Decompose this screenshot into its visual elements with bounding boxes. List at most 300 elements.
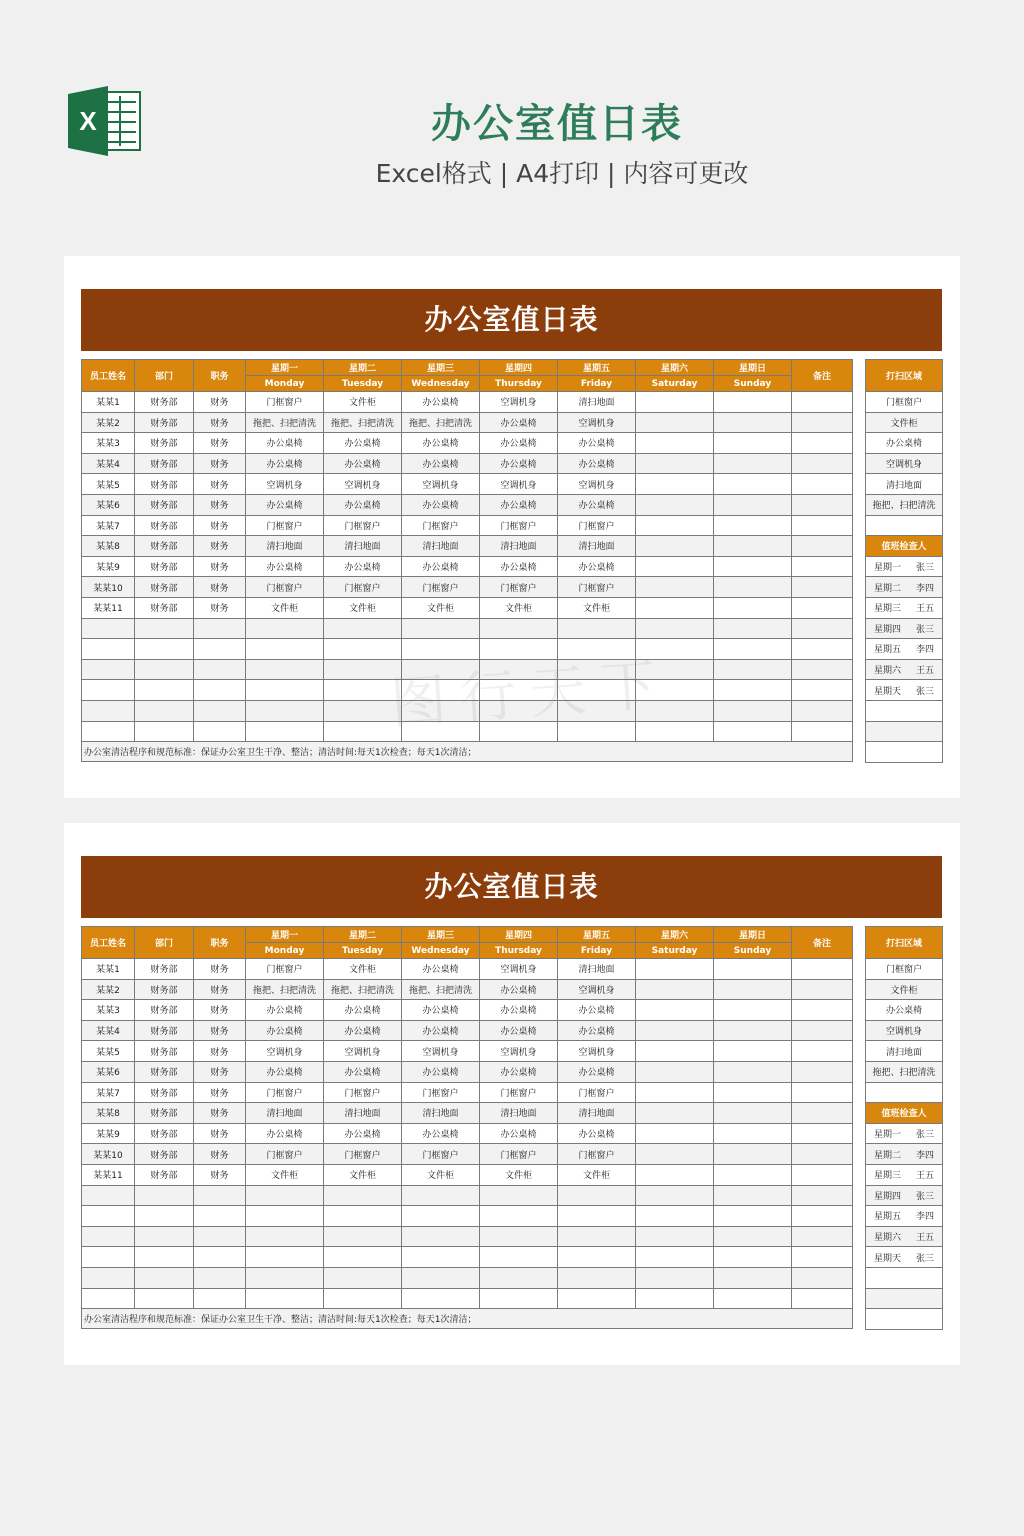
cell-dept: 财务部 [135, 474, 194, 495]
cell-duty: 门框窗户 [558, 1082, 636, 1103]
area-item: 门框窗户 [866, 392, 943, 413]
cell-duty [714, 515, 792, 536]
inspector-day: 星期二 [874, 1150, 902, 1161]
cell-empty [402, 1185, 480, 1206]
area-header: 打扫区域 [866, 360, 943, 392]
cell-duty [636, 979, 714, 1000]
cell-duty: 空调机身 [324, 474, 402, 495]
cell-duty: 办公桌椅 [324, 1123, 402, 1144]
table-row [82, 474, 853, 495]
side-empty-cell [866, 1267, 943, 1288]
cell-dept: 财务部 [135, 1123, 194, 1144]
cell-empty [324, 639, 402, 660]
cell-duty [714, 474, 792, 495]
inspector-item [866, 639, 943, 660]
cell-empty [636, 721, 714, 742]
cell-duty [636, 1082, 714, 1103]
inspector-item [866, 1123, 943, 1144]
cell-duty [714, 1041, 792, 1062]
cell-empty [402, 618, 480, 639]
inspector-item [866, 1144, 943, 1165]
inspector-item [866, 618, 943, 639]
cell-duty [714, 597, 792, 618]
cell-role: 财务 [194, 597, 246, 618]
cell-duty: 文件柜 [324, 959, 402, 980]
cell-remark [792, 1082, 853, 1103]
cell-empty [82, 680, 135, 701]
cell-duty: 清扫地面 [324, 1103, 402, 1124]
col-header-role: 职务 [194, 927, 246, 959]
cell-empty [714, 1185, 792, 1206]
cell-duty: 办公桌椅 [480, 412, 558, 433]
cell-remark [792, 412, 853, 433]
table-row [82, 1144, 853, 1165]
cell-empty [636, 1267, 714, 1288]
inspector-name: 张三 [915, 1191, 934, 1202]
cell-duty: 清扫地面 [246, 1103, 324, 1124]
cell-duty: 门框窗户 [480, 577, 558, 598]
sheet-preview-2 [64, 823, 960, 1365]
cell-dept: 财务部 [135, 556, 194, 577]
col-header-day-cn: 星期一 [246, 360, 324, 376]
inspector-name: 王五 [915, 1233, 934, 1244]
cell-dept: 财务部 [135, 577, 194, 598]
col-header-day-cn: 星期五 [558, 360, 636, 376]
cell-duty: 文件柜 [324, 597, 402, 618]
cell-empty [135, 1267, 194, 1288]
side-empty-cell [866, 700, 943, 721]
cell-dept: 财务部 [135, 515, 194, 536]
side-table [865, 359, 943, 763]
cell-empty [135, 1247, 194, 1268]
cell-duty: 门框窗户 [246, 959, 324, 980]
cell-role: 财务 [194, 1103, 246, 1124]
col-header-day-en: Friday [558, 376, 636, 392]
cell-role: 财务 [194, 453, 246, 474]
cell-duty [636, 494, 714, 515]
col-header-day-en: Thursday [480, 376, 558, 392]
table-row-empty [82, 1288, 853, 1309]
page-subtitle: Excel格式 | A4打印 | 内容可更改 [375, 159, 749, 188]
cell-empty [636, 1288, 714, 1309]
inspector-item [866, 1164, 943, 1185]
cell-duty: 办公桌椅 [480, 453, 558, 474]
cell-duty: 办公桌椅 [558, 1123, 636, 1144]
cell-remark [792, 959, 853, 980]
cell-empty [194, 700, 246, 721]
cell-empty [480, 618, 558, 639]
cell-remark [792, 536, 853, 557]
col-header-day-cn: 星期日 [714, 360, 792, 376]
cell-duty: 清扫地面 [480, 536, 558, 557]
cell-duty [714, 433, 792, 454]
cell-duty: 空调机身 [558, 412, 636, 433]
cell-duty: 办公桌椅 [480, 1020, 558, 1041]
cell-duty: 拖把、扫把清洗 [246, 979, 324, 1000]
cell-empty [792, 1185, 853, 1206]
cell-empty [194, 1267, 246, 1288]
cell-duty: 办公桌椅 [480, 1123, 558, 1144]
cell-duty: 门框窗户 [246, 392, 324, 413]
area-item: 门框窗户 [866, 959, 943, 980]
cell-duty: 办公桌椅 [246, 453, 324, 474]
cell-duty: 办公桌椅 [558, 494, 636, 515]
cell-empty [246, 659, 324, 680]
cell-duty: 办公桌椅 [402, 1020, 480, 1041]
cell-duty: 空调机身 [402, 474, 480, 495]
inspector-name: 张三 [915, 1130, 934, 1141]
cell-empty [558, 1206, 636, 1227]
cell-duty: 门框窗户 [402, 1082, 480, 1103]
cell-empty [480, 1206, 558, 1227]
col-header-day-cn: 星期日 [714, 927, 792, 943]
cell-empty [82, 1288, 135, 1309]
cell-duty: 清扫地面 [558, 536, 636, 557]
cell-duty: 清扫地面 [402, 536, 480, 557]
cell-name: 某某3 [82, 433, 135, 454]
cell-duty [636, 556, 714, 577]
cell-duty: 办公桌椅 [402, 453, 480, 474]
inspector-item [866, 577, 943, 598]
inspector-item [866, 556, 943, 577]
col-header-day-en: Saturday [636, 943, 714, 959]
inspector-name: 张三 [915, 563, 934, 574]
cell-duty [714, 577, 792, 598]
cell-empty [480, 1185, 558, 1206]
cell-duty: 办公桌椅 [558, 453, 636, 474]
cell-duty [714, 536, 792, 557]
table-row [82, 577, 853, 598]
cell-remark [792, 1020, 853, 1041]
cell-duty: 办公桌椅 [402, 1061, 480, 1082]
cell-role: 财务 [194, 474, 246, 495]
table-row [82, 515, 853, 536]
cell-empty [636, 1247, 714, 1268]
cell-empty [792, 1267, 853, 1288]
table-row-empty [82, 1247, 853, 1268]
cell-empty [194, 659, 246, 680]
cell-duty [636, 453, 714, 474]
cell-empty [714, 1247, 792, 1268]
cell-duty: 清扫地面 [558, 1103, 636, 1124]
cell-name: 某某6 [82, 494, 135, 515]
inspector-name: 李四 [915, 645, 934, 656]
table-row [82, 392, 853, 413]
cell-duty [636, 1103, 714, 1124]
cell-empty [792, 721, 853, 742]
cell-duty [636, 392, 714, 413]
cell-duty [714, 556, 792, 577]
cell-duty [636, 577, 714, 598]
cell-duty: 文件柜 [480, 1164, 558, 1185]
table-row [82, 597, 853, 618]
cell-empty [792, 618, 853, 639]
table-row [82, 1164, 853, 1185]
cell-duty: 拖把、扫把清洗 [402, 979, 480, 1000]
side-table [865, 926, 943, 1330]
cell-duty [714, 1000, 792, 1021]
cell-duty [636, 1164, 714, 1185]
cell-duty: 清扫地面 [558, 392, 636, 413]
cell-duty [636, 515, 714, 536]
cell-name: 某某10 [82, 577, 135, 598]
table-row-empty [82, 1185, 853, 1206]
col-header-day-en: Saturday [636, 376, 714, 392]
cell-duty: 空调机身 [480, 474, 558, 495]
cell-empty [246, 639, 324, 660]
cell-duty [636, 1020, 714, 1041]
cell-empty [246, 700, 324, 721]
cell-name: 某某9 [82, 1123, 135, 1144]
cell-empty [135, 1185, 194, 1206]
table-row [82, 979, 853, 1000]
area-item: 办公桌椅 [866, 1000, 943, 1021]
table-row [82, 1082, 853, 1103]
side-empty-cell [866, 1309, 943, 1330]
cell-name: 某某11 [82, 1164, 135, 1185]
col-header-name: 员工姓名 [82, 927, 135, 959]
sheet-title: 办公室值日表 [81, 856, 942, 918]
cell-empty [246, 1226, 324, 1247]
inspector-name: 李四 [915, 1212, 934, 1223]
col-header-day-en: Tuesday [324, 376, 402, 392]
cell-empty [402, 1206, 480, 1227]
cell-duty: 办公桌椅 [246, 494, 324, 515]
col-header-name: 员工姓名 [82, 360, 135, 392]
cell-empty [246, 1288, 324, 1309]
table-row [82, 1020, 853, 1041]
cell-empty [402, 1247, 480, 1268]
cell-empty [135, 659, 194, 680]
cell-duty: 办公桌椅 [480, 1061, 558, 1082]
cell-empty [792, 1226, 853, 1247]
cell-duty: 门框窗户 [402, 515, 480, 536]
cell-empty [792, 1206, 853, 1227]
cell-duty: 空调机身 [480, 959, 558, 980]
cell-empty [480, 1247, 558, 1268]
cell-duty: 办公桌椅 [558, 556, 636, 577]
area-item: 空调机身 [866, 1020, 943, 1041]
cell-role: 财务 [194, 1061, 246, 1082]
cell-duty: 清扫地面 [324, 536, 402, 557]
inspector-item [866, 597, 943, 618]
cell-role: 财务 [194, 1041, 246, 1062]
cell-duty [636, 597, 714, 618]
cell-empty [558, 1247, 636, 1268]
table-row [82, 556, 853, 577]
cell-duty: 办公桌椅 [558, 433, 636, 454]
cell-dept: 财务部 [135, 433, 194, 454]
cell-empty [480, 1226, 558, 1247]
cell-name: 某某5 [82, 474, 135, 495]
cell-duty: 办公桌椅 [324, 1061, 402, 1082]
cell-remark [792, 1123, 853, 1144]
duty-table [81, 926, 853, 1329]
col-header-day-cn: 星期三 [402, 927, 480, 943]
cell-empty [714, 1288, 792, 1309]
cell-empty [82, 700, 135, 721]
cell-remark [792, 577, 853, 598]
col-header-remark: 备注 [792, 360, 853, 392]
inspector-name: 李四 [915, 1150, 934, 1161]
cell-empty [792, 659, 853, 680]
cell-dept: 财务部 [135, 1041, 194, 1062]
cell-role: 财务 [194, 412, 246, 433]
cell-empty [82, 1185, 135, 1206]
cell-dept: 财务部 [135, 453, 194, 474]
cell-duty: 空调机身 [246, 474, 324, 495]
cell-duty: 门框窗户 [324, 1144, 402, 1165]
cell-duty: 门框窗户 [324, 515, 402, 536]
cell-empty [714, 618, 792, 639]
inspector-day: 星期三 [874, 604, 902, 615]
cell-empty [135, 721, 194, 742]
inspector-day: 星期一 [874, 563, 902, 574]
cell-duty: 门框窗户 [246, 515, 324, 536]
cell-empty [792, 1288, 853, 1309]
cell-duty: 办公桌椅 [246, 556, 324, 577]
side-empty-cell [866, 721, 943, 742]
cell-empty [558, 1267, 636, 1288]
cell-role: 财务 [194, 1123, 246, 1144]
cell-duty: 办公桌椅 [402, 433, 480, 454]
cell-duty [714, 392, 792, 413]
cell-dept: 财务部 [135, 979, 194, 1000]
col-header-day-en: Wednesday [402, 376, 480, 392]
cell-duty: 文件柜 [558, 1164, 636, 1185]
cell-empty [714, 700, 792, 721]
inspector-day: 星期五 [874, 1212, 902, 1223]
col-header-day-en: Monday [246, 943, 324, 959]
cell-duty [714, 979, 792, 1000]
cell-empty [82, 1206, 135, 1227]
cell-empty [82, 721, 135, 742]
cell-empty [324, 1226, 402, 1247]
cell-duty: 办公桌椅 [402, 494, 480, 515]
cell-empty [82, 659, 135, 680]
side-empty-cell [866, 1288, 943, 1309]
cell-duty: 清扫地面 [402, 1103, 480, 1124]
cell-duty: 文件柜 [480, 597, 558, 618]
table-row-empty [82, 1206, 853, 1227]
col-header-day-cn: 星期二 [324, 360, 402, 376]
cell-duty: 办公桌椅 [402, 959, 480, 980]
cleaning-standard-note: 办公室清洁程序和规范标准：保证办公室卫生干净、整洁；清洁时间:每天1次检查；每天1次清洁； [82, 1309, 853, 1329]
cell-duty [636, 1041, 714, 1062]
inspector-item [866, 659, 943, 680]
cell-duty [636, 1144, 714, 1165]
cell-remark [792, 597, 853, 618]
cell-duty [636, 959, 714, 980]
cell-empty [714, 680, 792, 701]
cell-duty: 门框窗户 [324, 577, 402, 598]
cell-duty: 空调机身 [480, 1041, 558, 1062]
area-item [866, 1082, 943, 1103]
cell-duty: 办公桌椅 [246, 433, 324, 454]
cell-duty: 办公桌椅 [246, 1123, 324, 1144]
cell-name: 某某8 [82, 1103, 135, 1124]
cell-role: 财务 [194, 979, 246, 1000]
cell-duty [714, 1164, 792, 1185]
table-row [82, 433, 853, 454]
table-row [82, 959, 853, 980]
cell-name: 某某6 [82, 1061, 135, 1082]
cell-empty [636, 1226, 714, 1247]
cell-empty [480, 1288, 558, 1309]
cell-empty [714, 1226, 792, 1247]
cell-duty [714, 1020, 792, 1041]
inspector-name: 张三 [915, 624, 934, 635]
cell-duty: 门框窗户 [246, 1082, 324, 1103]
cell-duty [714, 1123, 792, 1144]
cell-name: 某某10 [82, 1144, 135, 1165]
inspector-day: 星期四 [874, 1191, 902, 1202]
cell-duty: 门框窗户 [558, 515, 636, 536]
col-header-day-cn: 星期三 [402, 360, 480, 376]
cell-duty: 拖把、扫把清洗 [324, 979, 402, 1000]
inspector-item [866, 1226, 943, 1247]
cell-dept: 财务部 [135, 412, 194, 433]
col-header-day-cn: 星期五 [558, 927, 636, 943]
cell-empty [194, 639, 246, 660]
inspector-day: 星期五 [874, 645, 902, 656]
col-header-remark: 备注 [792, 927, 853, 959]
cell-remark [792, 515, 853, 536]
table-row [82, 1041, 853, 1062]
cell-role: 财务 [194, 1000, 246, 1021]
cell-duty [714, 494, 792, 515]
cell-duty: 办公桌椅 [480, 556, 558, 577]
cell-empty [324, 1185, 402, 1206]
cell-dept: 财务部 [135, 597, 194, 618]
cell-remark [792, 433, 853, 454]
inspector-day: 星期天 [874, 1253, 902, 1264]
cell-remark [792, 1164, 853, 1185]
col-header-dept: 部门 [135, 360, 194, 392]
cell-empty [714, 721, 792, 742]
cell-empty [82, 618, 135, 639]
cell-role: 财务 [194, 515, 246, 536]
cell-empty [194, 721, 246, 742]
cell-duty: 门框窗户 [402, 1144, 480, 1165]
cell-name: 某某4 [82, 453, 135, 474]
cell-empty [324, 1206, 402, 1227]
cell-duty [636, 433, 714, 454]
col-header-day-en: Thursday [480, 943, 558, 959]
cell-dept: 财务部 [135, 1144, 194, 1165]
cell-duty: 办公桌椅 [402, 1000, 480, 1021]
cell-name: 某某7 [82, 1082, 135, 1103]
area-header: 打扫区域 [866, 927, 943, 959]
inspector-name: 王五 [915, 1171, 934, 1182]
cell-empty [402, 1226, 480, 1247]
cell-empty [246, 680, 324, 701]
col-header-day-cn: 星期二 [324, 927, 402, 943]
cell-empty [135, 700, 194, 721]
cell-empty [135, 1206, 194, 1227]
col-header-day-en: Wednesday [402, 943, 480, 959]
cell-duty: 门框窗户 [324, 1082, 402, 1103]
cell-name: 某某1 [82, 959, 135, 980]
inspector-day: 星期天 [874, 686, 902, 697]
area-item: 文件柜 [866, 979, 943, 1000]
col-header-day-cn: 星期四 [480, 360, 558, 376]
cell-remark [792, 1000, 853, 1021]
cell-empty [194, 1226, 246, 1247]
cell-duty: 办公桌椅 [324, 556, 402, 577]
cell-empty [194, 680, 246, 701]
cell-empty [135, 639, 194, 660]
